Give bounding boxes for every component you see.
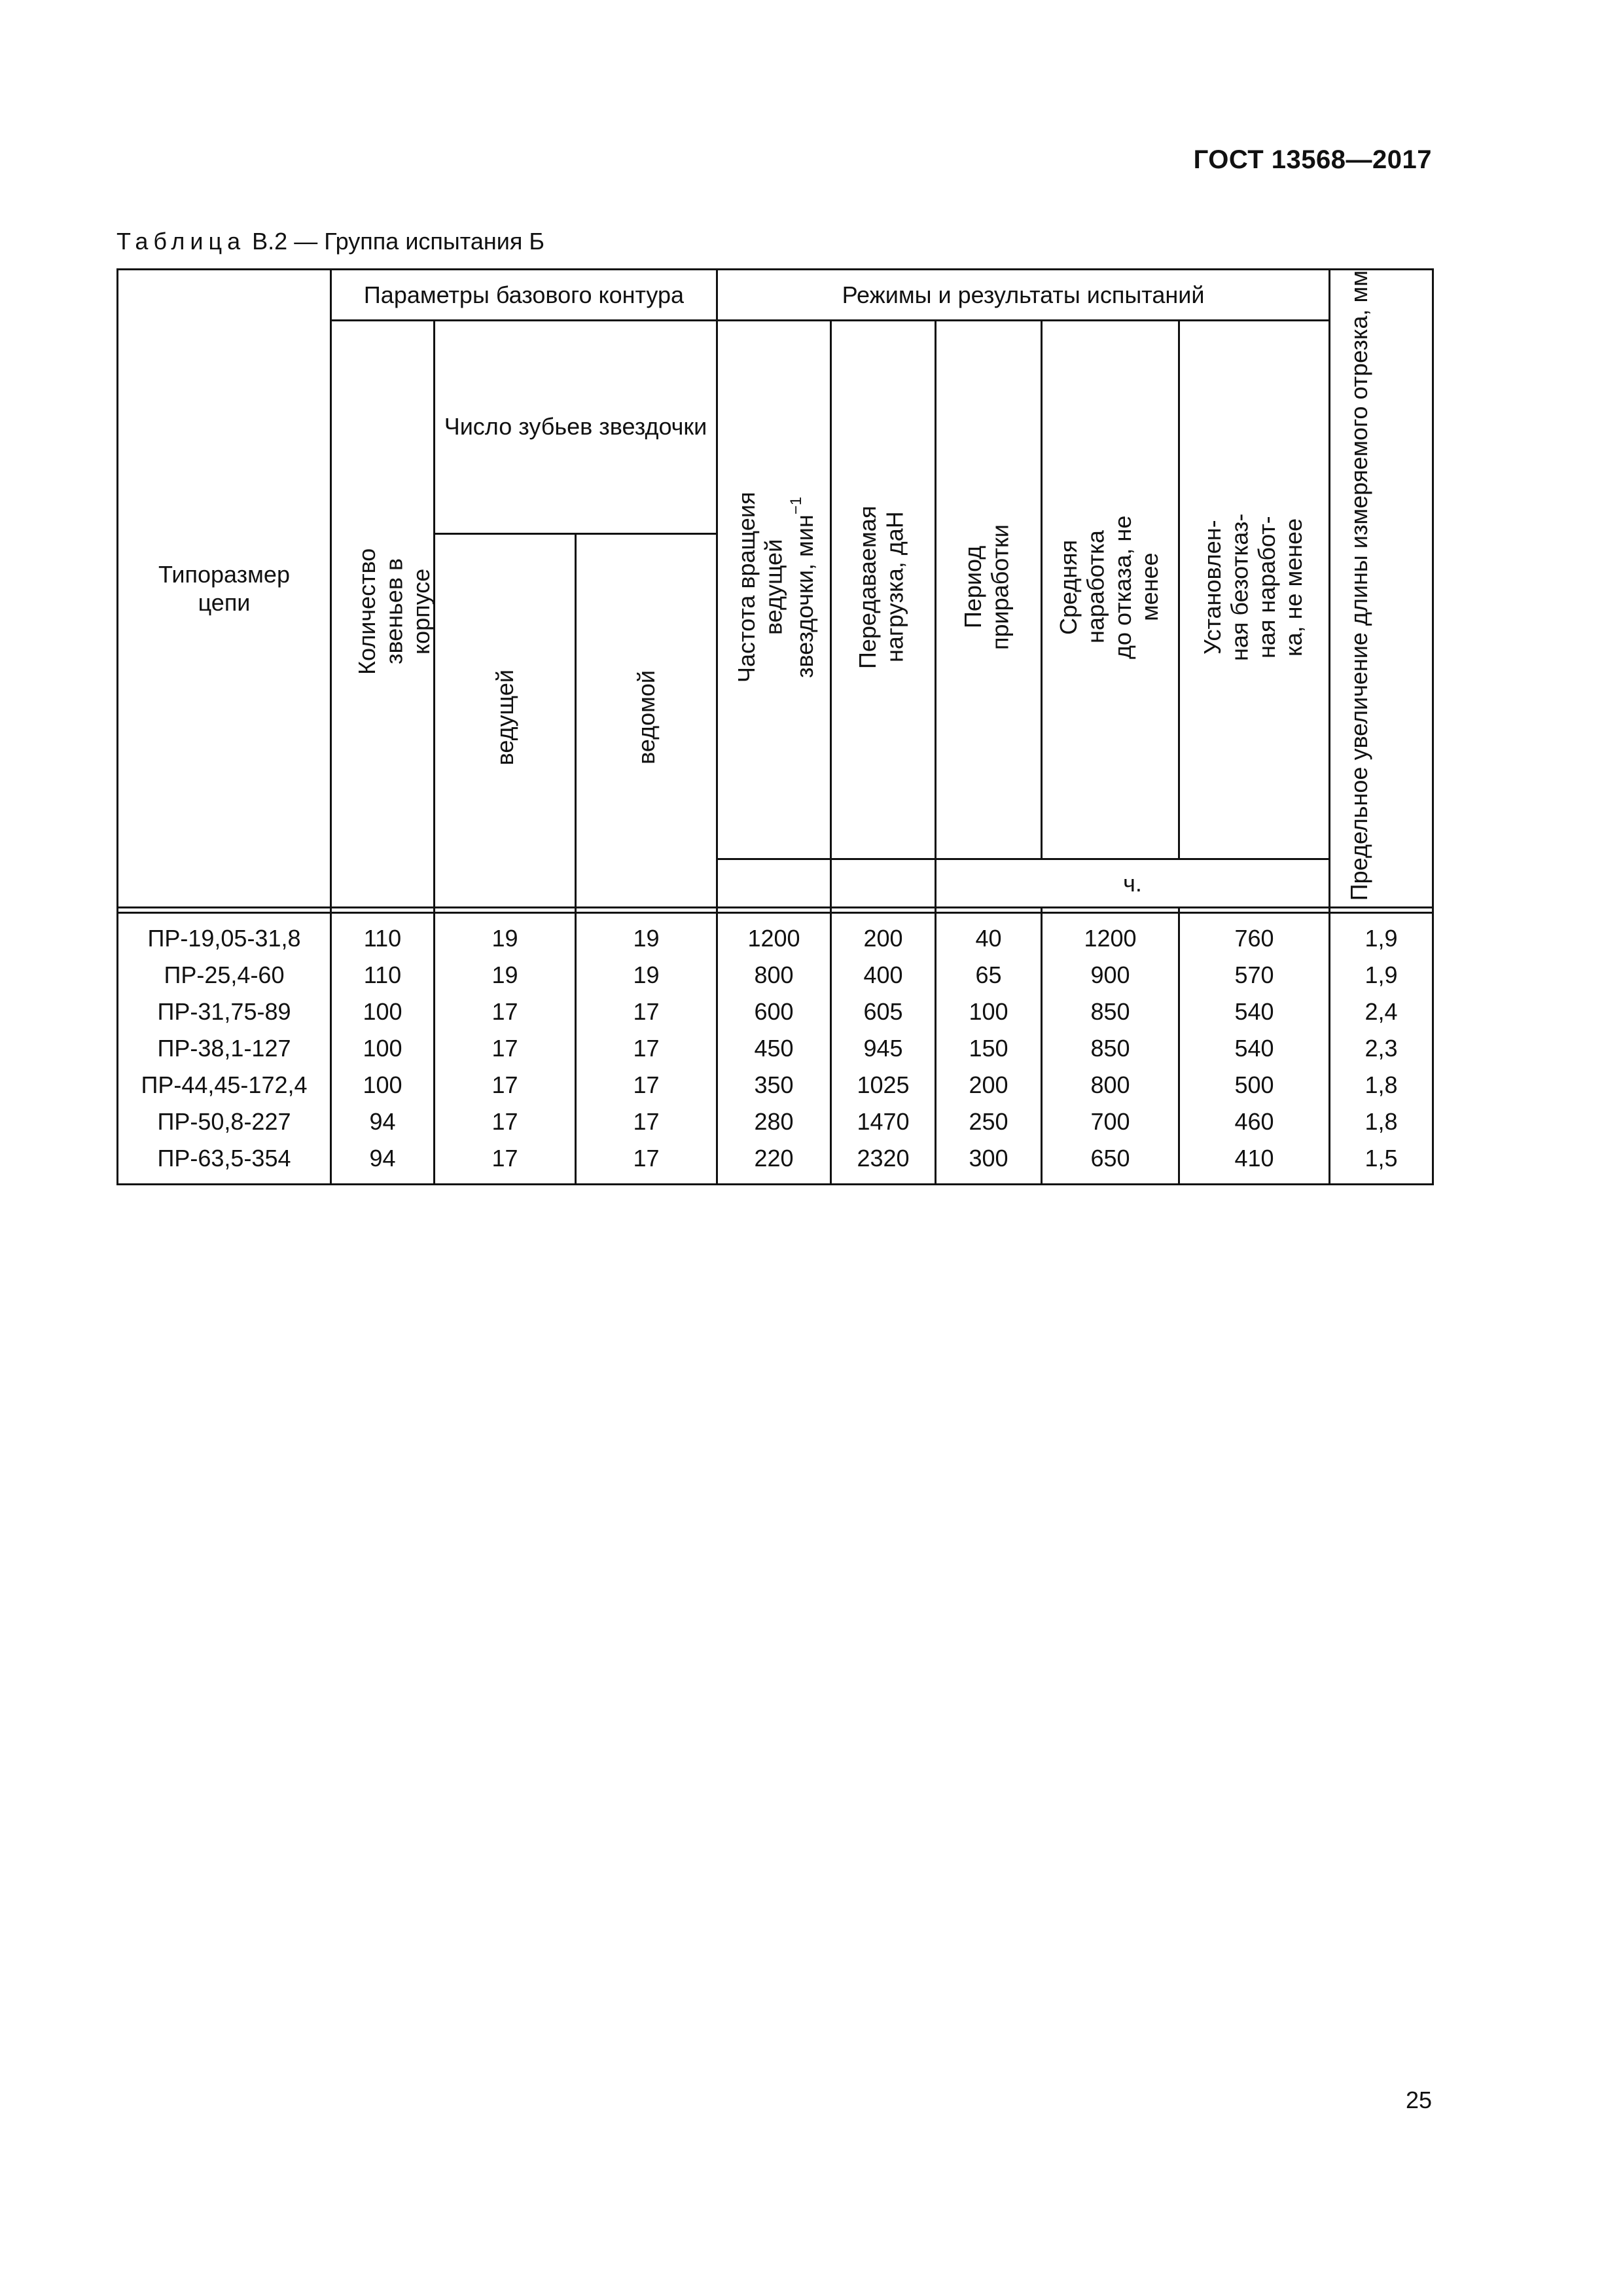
- cell-mean-time: 650: [1042, 1140, 1179, 1185]
- header-mean-time: [1042, 321, 1179, 859]
- cell-driving: 19: [435, 913, 576, 958]
- table-row: [118, 1103, 1433, 1140]
- header-modes-results-text: Режимы и результаты испытаний: [842, 281, 1205, 308]
- cell-driven: 17: [576, 1030, 717, 1067]
- cell-links-count: 94: [331, 1140, 435, 1185]
- table-caption-label: Таблица: [116, 228, 246, 255]
- cell-driven: 17: [576, 1067, 717, 1103]
- header-base-params-text: Параметры базового контура: [363, 281, 685, 308]
- cell-rotation-freq: 800: [717, 957, 831, 994]
- cell-load: 1025: [831, 1067, 936, 1103]
- cell-load: 400: [831, 957, 936, 994]
- cell-load: 605: [831, 994, 936, 1030]
- cell-mean-time: 850: [1042, 994, 1179, 1030]
- header-chain-size-text: Типоразмер цепи: [158, 560, 290, 617]
- cell-driving: 17: [435, 1030, 576, 1067]
- cell-run-in: 200: [936, 1067, 1042, 1103]
- cell-fail-free: 500: [1179, 1067, 1330, 1103]
- cell-driving: 17: [435, 1067, 576, 1103]
- cell-rotation-freq: 1200: [717, 913, 831, 958]
- cell-chain-size: ПР-38,1-127: [118, 1030, 331, 1067]
- table-row: [118, 1140, 1433, 1185]
- cell-run-in: 100: [936, 994, 1042, 1030]
- header-driving: [435, 533, 576, 908]
- header-chain-size: [118, 270, 331, 908]
- header-separator: [118, 908, 1433, 913]
- cell-run-in: 40: [936, 913, 1042, 958]
- header-load-cont: [831, 859, 936, 908]
- header-links-count: [331, 321, 435, 908]
- cell-limit-increase: 2,4: [1330, 994, 1433, 1030]
- cell-limit-increase: 1,9: [1330, 957, 1433, 994]
- page-number: 25: [1405, 2087, 1432, 2113]
- header-teeth-count-text: Число зубьев звездочки: [444, 413, 707, 440]
- header-driven-text: ведомой: [632, 670, 660, 765]
- cell-fail-free: 570: [1179, 957, 1330, 994]
- header-load: [831, 321, 936, 859]
- cell-rotation-freq: 600: [717, 994, 831, 1030]
- cell-chain-size: ПР-31,75-89: [118, 994, 331, 1030]
- cell-fail-free: 410: [1179, 1140, 1330, 1185]
- cell-chain-size: ПР-63,5-354: [118, 1140, 331, 1185]
- cell-driving: 17: [435, 1103, 576, 1140]
- cell-limit-increase: 2,3: [1330, 1030, 1433, 1067]
- cell-limit-increase: 1,8: [1330, 1103, 1433, 1140]
- cell-rotation-freq: 280: [717, 1103, 831, 1140]
- cell-driving: 19: [435, 957, 576, 994]
- cell-fail-free: 540: [1179, 1030, 1330, 1067]
- table-row: [118, 994, 1433, 1030]
- cell-mean-time: 800: [1042, 1067, 1179, 1103]
- header-run-in: [936, 321, 1042, 859]
- cell-fail-free: 460: [1179, 1103, 1330, 1140]
- cell-rotation-freq: 450: [717, 1030, 831, 1067]
- cell-fail-free: 760: [1179, 913, 1330, 958]
- header-limit-increase: [1330, 270, 1433, 908]
- header-unit-hours: [936, 859, 1330, 908]
- cell-links-count: 100: [331, 1030, 435, 1067]
- header-mean-time-text: Средняя наработка до отказа, не менее: [1054, 514, 1163, 659]
- cell-driving: 17: [435, 994, 576, 1030]
- cell-links-count: 94: [331, 1103, 435, 1140]
- cell-driven: 17: [576, 1140, 717, 1185]
- cell-mean-time: 850: [1042, 1030, 1179, 1067]
- cell-driven: 17: [576, 1103, 717, 1140]
- table-caption-title: В.2 — Группа испытания Б: [252, 228, 545, 255]
- header-fail-free-text: Установлен-ная безотказ-ная наработ-ка, не менее: [1198, 512, 1307, 661]
- header-unit-hours-text: ч.: [1123, 869, 1142, 897]
- table-row: [118, 957, 1433, 994]
- cell-chain-size: ПР-19,05-31,8: [118, 913, 331, 958]
- document-code: ГОСТ 13568—2017: [1193, 145, 1432, 174]
- cell-limit-increase: 1,8: [1330, 1067, 1433, 1103]
- table-row: [118, 913, 1433, 958]
- cell-links-count: 100: [331, 994, 435, 1030]
- cell-chain-size: ПР-44,45-172,4: [118, 1067, 331, 1103]
- header-run-in-text: Период приработки: [959, 524, 1013, 650]
- header-load-text: Передаваемая нагрузка, даН: [853, 505, 908, 669]
- cell-rotation-freq: 350: [717, 1067, 831, 1103]
- cell-chain-size: ПР-25,4-60: [118, 957, 331, 994]
- header-base-params: [331, 270, 717, 321]
- header-modes-results: [717, 270, 1330, 321]
- cell-links-count: 100: [331, 1067, 435, 1103]
- cell-chain-size: ПР-50,8-227: [118, 1103, 331, 1140]
- cell-driven: 17: [576, 994, 717, 1030]
- cell-mean-time: 700: [1042, 1103, 1179, 1140]
- cell-load: 1470: [831, 1103, 936, 1140]
- test-table: [116, 268, 1434, 1185]
- header-teeth-count: [435, 321, 717, 534]
- cell-run-in: 250: [936, 1103, 1042, 1140]
- header-driving-text: ведущей: [491, 670, 518, 766]
- cell-run-in: 300: [936, 1140, 1042, 1185]
- rotation-freq-label: Частота вращеия ведущей звездочки, мин: [732, 491, 818, 683]
- header-fail-free: [1179, 321, 1330, 859]
- cell-run-in: 65: [936, 957, 1042, 994]
- cell-links-count: 110: [331, 957, 435, 994]
- cell-limit-increase: 1,5: [1330, 1140, 1433, 1185]
- table-row: [118, 1030, 1433, 1067]
- header-rotation-freq-text: [732, 489, 818, 685]
- header-rotation-freq: [717, 321, 831, 859]
- cell-driving: 17: [435, 1140, 576, 1185]
- cell-rotation-freq: 220: [717, 1140, 831, 1185]
- cell-mean-time: 900: [1042, 957, 1179, 994]
- header-links-count-text: Количество звеньев в корпусе: [353, 547, 435, 675]
- table-caption: [116, 228, 544, 255]
- cell-load: 200: [831, 913, 936, 958]
- cell-driven: 19: [576, 913, 717, 958]
- header-rotation-freq-cont: [717, 859, 831, 908]
- cell-links-count: 110: [331, 913, 435, 958]
- rotation-freq-sup: −1: [787, 496, 805, 514]
- cell-mean-time: 1200: [1042, 913, 1179, 958]
- cell-driven: 19: [576, 957, 717, 994]
- cell-run-in: 150: [936, 1030, 1042, 1067]
- header-driven: [576, 533, 717, 908]
- header-row-1: [118, 270, 1433, 321]
- cell-load: 945: [831, 1030, 936, 1067]
- table-row: [118, 1067, 1433, 1103]
- header-limit-increase-text: Предельное увеличение длины измеряемого отрезка, мм: [1345, 270, 1372, 901]
- cell-load: 2320: [831, 1140, 936, 1185]
- cell-fail-free: 540: [1179, 994, 1330, 1030]
- cell-limit-increase: 1,9: [1330, 913, 1433, 958]
